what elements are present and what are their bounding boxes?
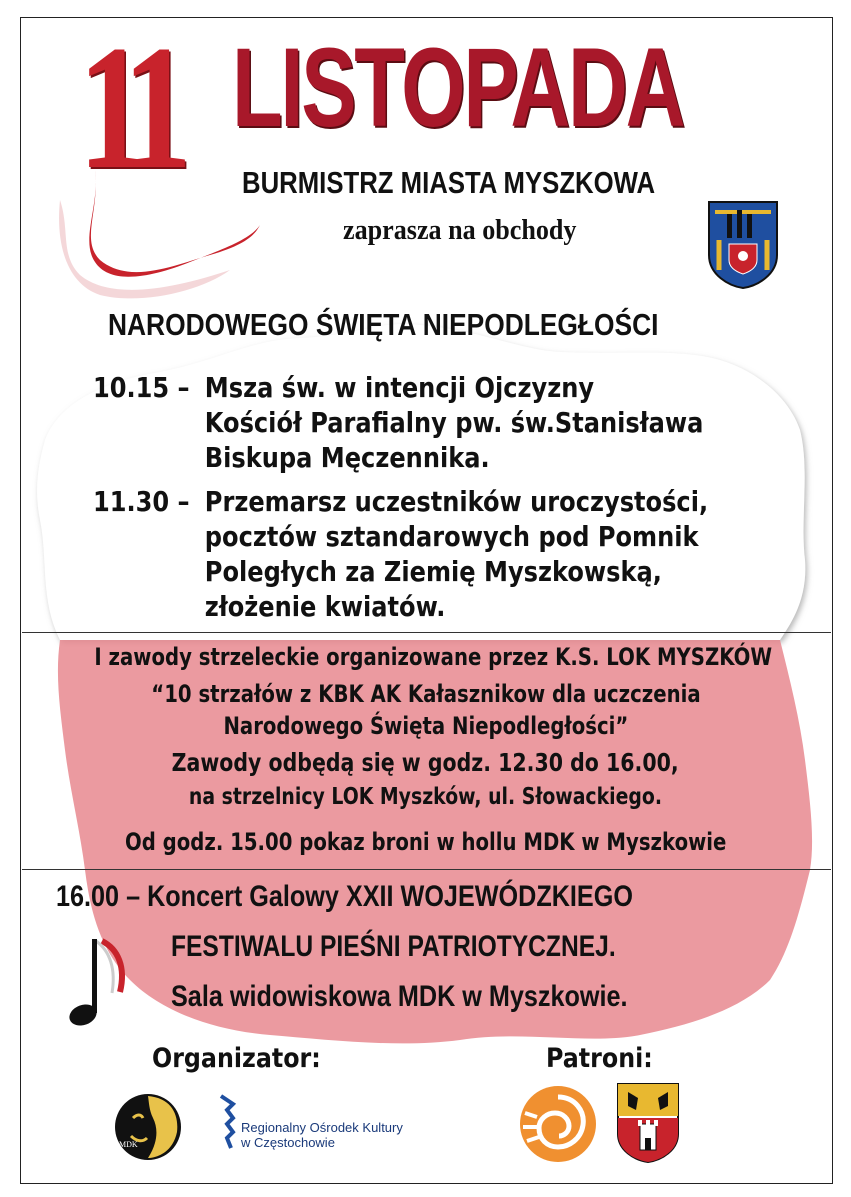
divider <box>22 869 831 870</box>
concert-line-1: 16.00 – Koncert Galowy XXII WOJEWÓDZKIEGO <box>56 880 633 913</box>
event-line: Kościół Parafialny pw. św.Stanisława <box>204 406 704 439</box>
shooting-title: I zawody strzeleckie organizowane przez K.S. LOK MYSZKÓW <box>94 643 773 671</box>
event-line: Biskupa Męczennika. <box>204 441 490 474</box>
event-time: 10.15 – <box>93 371 190 404</box>
mdk-logo-text: MDK <box>119 1140 138 1149</box>
event-line: złożenie kwiatów. <box>204 590 446 623</box>
mdk-logo <box>113 1092 183 1162</box>
event-line: pocztów sztandarowych pod Pomnik <box>204 520 699 553</box>
organizer-label: Organizator: <box>152 1043 321 1074</box>
host-line: BURMISTRZ MIASTA MYSZKOWA <box>242 165 656 200</box>
divider <box>22 632 831 633</box>
event-line: Przemarsz uczestników uroczystości, <box>204 485 709 518</box>
day-number: 11 <box>78 8 175 206</box>
event-line: Msza św. w intencji Ojczyzny <box>204 371 595 404</box>
month-title: LISTOPADA <box>232 25 684 150</box>
concert-line-3: Sala widowiskowa MDK w Myszkowie. <box>171 980 628 1013</box>
shell-patron-logo-icon <box>517 1083 599 1165</box>
event-line: Poległych za Ziemię Myszkowską, <box>204 555 662 588</box>
rok-line-1: Regionalny Ośrodek Kultury <box>241 1120 403 1135</box>
patrons-label: Patroni: <box>546 1043 653 1074</box>
event-time: 11.30 – <box>93 485 190 518</box>
shooting-where: na strzelnicy LOK Myszków, ul. Słowackiego. <box>188 784 663 810</box>
castle-coat-of-arms-icon <box>616 1082 680 1164</box>
music-note-icon <box>66 937 132 1029</box>
rok-logo-text <box>241 1120 403 1150</box>
myszkow-coat-of-arms-icon <box>707 200 779 290</box>
rok-line-2: w Częstochowie <box>241 1135 335 1150</box>
shooting-subtitle-1: “10 strzałów z KBK AK Kałasznikow dla uczczenia <box>150 680 701 708</box>
mdk-mask-icon <box>113 1092 183 1162</box>
shooting-when: Zawody odbędą się w godz. 12.30 do 16.00, <box>171 748 680 777</box>
occasion-title: NARODOWEGO ŚWIĘTA NIEPODLEGŁOŚCI <box>108 307 659 342</box>
weapon-show: Od godz. 15.00 pokaz broni w hollu MDK w Myszkowie <box>124 828 727 856</box>
invite-line: zaprasza na obchody <box>343 214 577 246</box>
rok-logo-icon <box>218 1094 236 1150</box>
shooting-subtitle-2: Narodowego Święta Niepodległości” <box>223 712 628 740</box>
concert-line-2: FESTIWALU PIEŚNI PATRIOTYCZNEJ. <box>171 930 616 963</box>
